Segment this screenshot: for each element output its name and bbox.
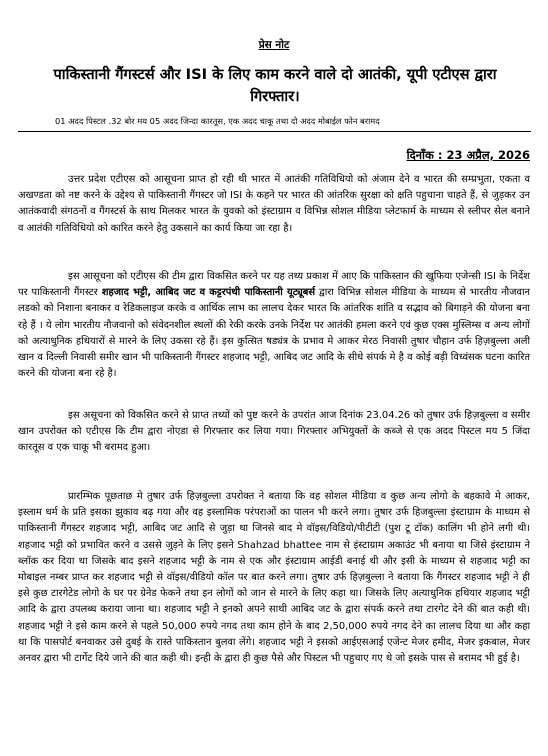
- paragraph-investigation: [18, 269, 530, 382]
- header-divider: [18, 131, 531, 132]
- highlighted-names: शहजाद भट्टी, आबिद जट व कट्टरपंथी पाकिस्तानी यूट्यूबर्स: [101, 287, 316, 299]
- paragraph-text: द्वारा विभिन्न सोशल मीडिया के माध्यम से भारतीय नौजवान लडको को निशाना बनाकर व रेडिकलाइज करके व आर्थिक लाभ का लालच देकर भारत कि आंतरिक शांति व सद्भाव को बिगाड़ने की योजना बना रहे हैं । ये लोग भारतीय नौजवानो को संवेदनशील स्थलों की रेकी करके उनके निर्देश पर आतंकी हमला करने एवं कुछ एक्स मुस्लिम्स व अन्य लोगों को अत्याधुनिक हथियारों से मारने के लिए उकसा रहे हैं। इस कुत्सित षड्यंत्र के प्रभाव मे आकर मेरठ निवासी तुषार चौहान उर्फ हिज़बुल्ला अली खान व दिल्ली निवासी समीर खान भी पाकिस्तानी गैंगस्टर शहजाद भट्टी, आबिद जट आदि के सीधे संपर्क मे है व कोई बड़ी विध्वंसक घटना कारित करने की योजना बना रहे है।: [18, 287, 530, 380]
- recovery-summary: 01 अदद पिस्टल .32 बोर मय 05 अदद जिन्दा कारतूस, एक अदद चाकू तथा दो अदद मोबाईल फोन बरामद: [55, 116, 380, 126]
- page-title: पाकिस्तानी गैंगस्टर्स और ISI के लिए काम करने वाले दो आतंकी, यूपी एटीएस द्वारा गिरफ्तार।: [53, 66, 497, 105]
- paragraph-interrogation: प्रारम्भिक पूछताछ मे तुषार उर्फ हिज़बुल्ला उपरोक्त ने बताया कि वह सोशल मीडिया व कुछ अन्य लोगो के बहकावे मे आकर, इस्लाम धर्म के प्रति इसका झुकाव बढ़ गया और वह इस्लामिक परंपराओं का पालन भी करने लगा। तुषार उर्फ हिजबुल्ला इंस्टाग्राम के माध्यम से पाकिस्तानी गैंगस्टर शहजाद भट्टी, आबिद जट आदि से जुड़ा था जिनसे बाद मे वॉइस/विडियो/पीटीटी (पुश टू टॉक) कालिंग भी होने लगी थी। शहजाद भट्टी को प्रभावित करने व उससे जुड़ने के लिए इसने Shahzad bhattee नाम से इंस्टाग्राम अकाउंट भी बनाया था जिसे इंस्टाग्राम ने ब्लॉक कर दिया था जिसके बाद इसने शहजाद भट्टी के नाम से एक और इंस्टाग्राम आईडी बनाई थी और इसी के माध्यम से शहजाद भट्टी का मोबाइल नम्बर प्राप्त कर शहजाद भट्टी से वॉइस/वीडियो कॉल पर बात करने लगा। तुषार उर्फ हिज़बुल्ला ने बताया कि गैंगस्टर शहजाद भट्टी ने ही इसे कुछ टारगेटेड लोगो के घर पर ग्रेनेड फेकने तथा इन लोगों को जान से मारने के लिए कहा था। जिसके लिए अत्याधुनिक हथियार शहजाद भट्टी आदि के द्वारा उपलब्ध कराया जाना था। शहजाद भट्टी ने इनको अपने साथी आबिद जट के द्वारा संपर्क करने तथा टारगेट देने की बात कही थी। शहजाद भट्टी ने इसे काम करने से पहले 50,000 रुपये नगद तथा काम होने के बाद 2,50,000 रुपये नगद देने का लालच दिया था और कहा था कि पासपोर्ट बनवाकर उसे दुबई के रास्ते पाकिस्तान बुलवा लेंगे। शहजाद भट्टी ने इसको आईएसआई एजेन्ट मेजर हमीद, मेजर इकबाल, मेजर अनवर द्वारा भी टार्गेट दिये जाने की बात कही थी। इन्ही के द्वारा ही कुछ पैसे और पिस्टल भी पहुचाए गए थे जो इसके पास से बरामद भी हुई है।: [18, 491, 530, 665]
- paragraph-text: इस आसूचना को एटीएस की टीम द्वारा विकसित करने पर यह तथ्य प्रकाश में आए कि पाकिस्तान की खुफिया एजेन्सी ISI के निर्देश पर पाकिस्तानी गैंगस्टर: [18, 271, 530, 299]
- date-line: दिनाँक : 23 अप्रैल, 2026: [406, 148, 530, 162]
- paragraph-arrest: इस असूचना को विकसित करने से प्राप्त तथ्यों को पुष्ट करने के उपरांत आज दिनांक 23.04.26 को तुषार उर्फ हिज़बुल्ला व समीर खान उपरोक्त को एटीएस कि टीम द्वारा नोएडा से गिरफ्तार कर लिया गया। गिरफ्तार अभियुक्तों के कब्जे से एक अदद पिस्टल मय 5 जिंदा कारतूस व एक चाकू भी बरामद हुआ।: [18, 410, 530, 454]
- press-note-label: प्रेस नोट: [258, 39, 290, 51]
- paragraph-intelligence: उत्तर प्रदेश एटीएस को आसूचना प्राप्त हो रही थी भारत में आतंकी गतिविधियो को अंजाम देने व भारत की सम्प्रभुता, एकता व अखण्डता को नष्ट करने के उद्देश्य से पाकिस्तानी गैंगस्टर जो ISI के कहने पर भारत की आंतरिक सुरक्षा को क्षति पहुचाना चाहते हैं, से जुड़कर उन आतंकवादी संगठनों व गैंगस्टर्स के साथ मिलकर भारत के युवको को इंस्टाग्राम व विभिन्न सोशल मीडिया प्लेटफार्म के माध्यम से स्लीपर सेल बनाने व आतंकी गतिविधियो को कारित करने हेतु उकसाने का कार्य किया जा रहा है।: [18, 174, 530, 234]
